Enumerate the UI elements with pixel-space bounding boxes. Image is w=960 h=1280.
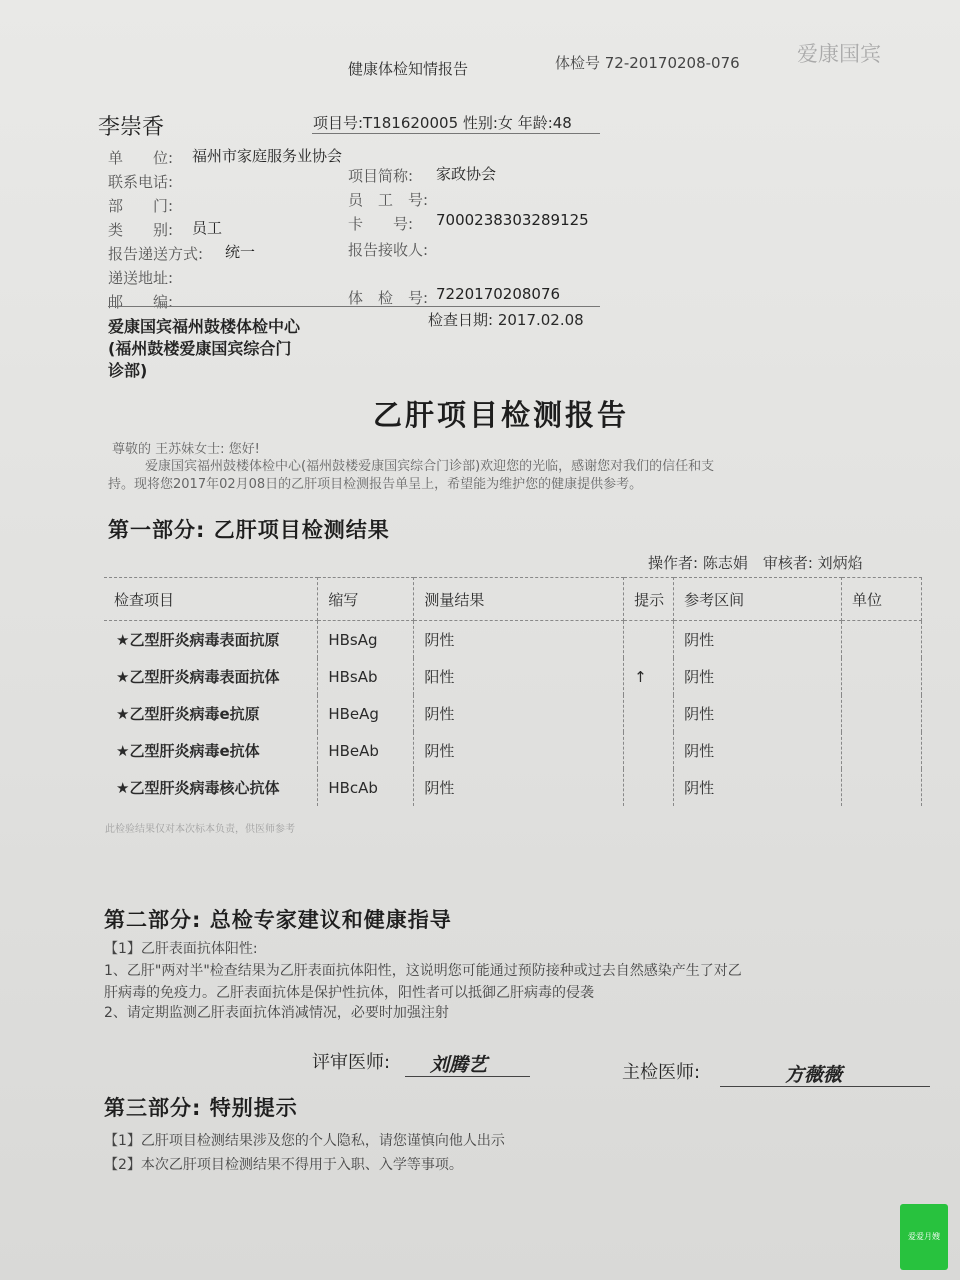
info-label-category: 类 别: (108, 221, 174, 239)
row-result: 阴性 (414, 695, 624, 732)
table-row (104, 769, 922, 806)
intro-line-2: 持。现将您2017年02月08日的乙肝项目检测报告单呈上，希望能为维护您的健康提供参考。 (108, 477, 643, 492)
exam-number: 体检号 72-20170208-076 (555, 54, 740, 72)
row-unit (842, 732, 922, 769)
chief-signature-line (720, 1086, 930, 1087)
row-result: 阴性 (414, 769, 624, 806)
row-ref: 阴性 (674, 769, 842, 806)
center-name-line3: 诊部) (108, 361, 148, 380)
report-title: 乙肝项目检测报告 (373, 398, 630, 432)
special-note-1: 【1】乙肝项目检测结果涉及您的个人隐私，请您谨慎向他人出示 (104, 1133, 505, 1149)
center-name-line1: 爱康国宾福州鼓楼体检中心 (108, 317, 301, 336)
greeting: 尊敬的 王苏妹女士: 您好! (112, 442, 260, 457)
row-unit (842, 658, 922, 695)
row-ref: 阴性 (674, 732, 842, 769)
project-underline (312, 133, 600, 134)
row-hint (624, 695, 674, 732)
table-row (104, 695, 922, 732)
info-label-exam-no: 体 检 号: (348, 289, 429, 307)
info-label-employee-no: 员 工 号: (348, 191, 429, 209)
info-label-delivery: 报告递送方式: (108, 245, 204, 263)
info-value-delivery: 统一 (225, 243, 256, 261)
chief-label: 主检医师: (622, 1062, 701, 1083)
col-header-abbr: 缩写 (318, 578, 414, 621)
col-header-item: 检查项目 (104, 578, 318, 621)
info-label-address: 递送地址: (108, 269, 174, 287)
row-ref: 阴性 (674, 621, 842, 659)
report-header-title: 健康体检知情报告 (348, 60, 469, 78)
patient-project-line: 项目号:T181620005 性别:女 年龄:48 (313, 114, 572, 132)
col-header-unit: 单位 (842, 578, 922, 621)
check-date: 检查日期: 2017.02.08 (428, 311, 584, 329)
row-item: ★乙型肝炎病毒表面抗原 (104, 621, 318, 659)
info-underline (108, 306, 600, 307)
row-abbr: HBsAb (318, 658, 414, 695)
row-hint (624, 732, 674, 769)
row-item: ★乙型肝炎病毒核心抗体 (104, 769, 318, 806)
info-value-card-no: 7000238303289125 (436, 211, 589, 229)
row-unit (842, 769, 922, 806)
col-header-hint: 提示 (624, 578, 674, 621)
row-unit (842, 621, 922, 659)
table-row (104, 621, 922, 659)
table-footnote: 此检验结果仅对本次标本负责，供医师参考 (105, 824, 295, 835)
watermark-badge: 爱爱月嫂 (900, 1204, 948, 1270)
info-value-project-abbr: 家政协会 (436, 165, 497, 183)
info-label-dept: 部 门: (108, 197, 174, 215)
reviewer-signature-line (405, 1076, 530, 1077)
reviewer-signature: 刘腾艺 (430, 1054, 488, 1076)
chief-signature: 方薇薇 (785, 1064, 843, 1086)
row-result: 阴性 (414, 732, 624, 769)
row-ref: 阴性 (674, 658, 842, 695)
intro-line-1: 爱康国宾福州鼓楼体检中心(福州鼓楼爱康国宾综合门诊部)欢迎您的光临，感谢您对我们的信任和支 (145, 459, 715, 474)
operators-line: 操作者: 陈志娟 审核者: 刘炳焰 (648, 554, 863, 572)
row-hint: ↑ (624, 658, 674, 695)
table-row (104, 658, 922, 695)
info-value-unit: 福州市家庭服务业协会 (192, 147, 343, 165)
info-label-postcode: 邮 编: (108, 293, 174, 311)
special-note-2: 【2】本次乙肝项目检测结果不得用于入职、入学等事项。 (104, 1157, 463, 1173)
row-abbr: HBeAg (318, 695, 414, 732)
row-abbr: HBsAg (318, 621, 414, 659)
col-header-ref: 参考区间 (674, 578, 842, 621)
info-label-phone: 联系电话: (108, 173, 174, 191)
row-ref: 阴性 (674, 695, 842, 732)
info-value-category: 员工 (192, 219, 223, 237)
advice-line-2: 肝病毒的免疫力。乙肝表面抗体是保护性抗体，阳性者可以抵御乙肝病毒的侵袭 (104, 985, 594, 1001)
patient-name: 李崇香 (98, 115, 165, 140)
row-item: ★乙型肝炎病毒e抗原 (104, 695, 318, 732)
col-header-result: 测量结果 (414, 578, 624, 621)
section1-title: 第一部分: 乙肝项目检测结果 (108, 518, 390, 542)
row-abbr: HBcAb (318, 769, 414, 806)
advice-line-1: 1、乙肝"两对半"检查结果为乙肝表面抗体阳性，这说明您可能通过预防接种或过去自然感染产生了对乙 (104, 963, 742, 979)
row-item: ★乙型肝炎病毒e抗体 (104, 732, 318, 769)
advice-heading: 【1】乙肝表面抗体阳性: (104, 941, 258, 957)
info-label-project-abbr: 项目简称: (348, 167, 414, 185)
row-abbr: HBeAb (318, 732, 414, 769)
section3-title: 第三部分: 特别提示 (104, 1096, 298, 1120)
results-header-row (104, 578, 922, 621)
row-result: 阳性 (414, 658, 624, 695)
row-hint (624, 621, 674, 659)
info-value-exam-no: 7220170208076 (436, 285, 561, 303)
table-row (104, 732, 922, 769)
section2-title: 第二部分: 总检专家建议和健康指导 (104, 908, 452, 932)
row-result: 阴性 (414, 621, 624, 659)
center-name-line2: (福州鼓楼爱康国宾综合门 (108, 339, 292, 358)
row-item: ★乙型肝炎病毒表面抗体 (104, 658, 318, 695)
info-label-card-no: 卡 号: (348, 215, 414, 233)
results-table (104, 577, 922, 806)
row-hint (624, 769, 674, 806)
info-label-receiver: 报告接收人: (348, 241, 429, 259)
info-label-unit: 单 位: (108, 149, 174, 167)
advice-line-3: 2、请定期监测乙肝表面抗体消减情况，必要时加强注射 (104, 1005, 449, 1021)
reviewer-label: 评审医师: (312, 1052, 391, 1073)
row-unit (842, 695, 922, 732)
brand-logo-text: 爱康国宾 (797, 42, 881, 66)
